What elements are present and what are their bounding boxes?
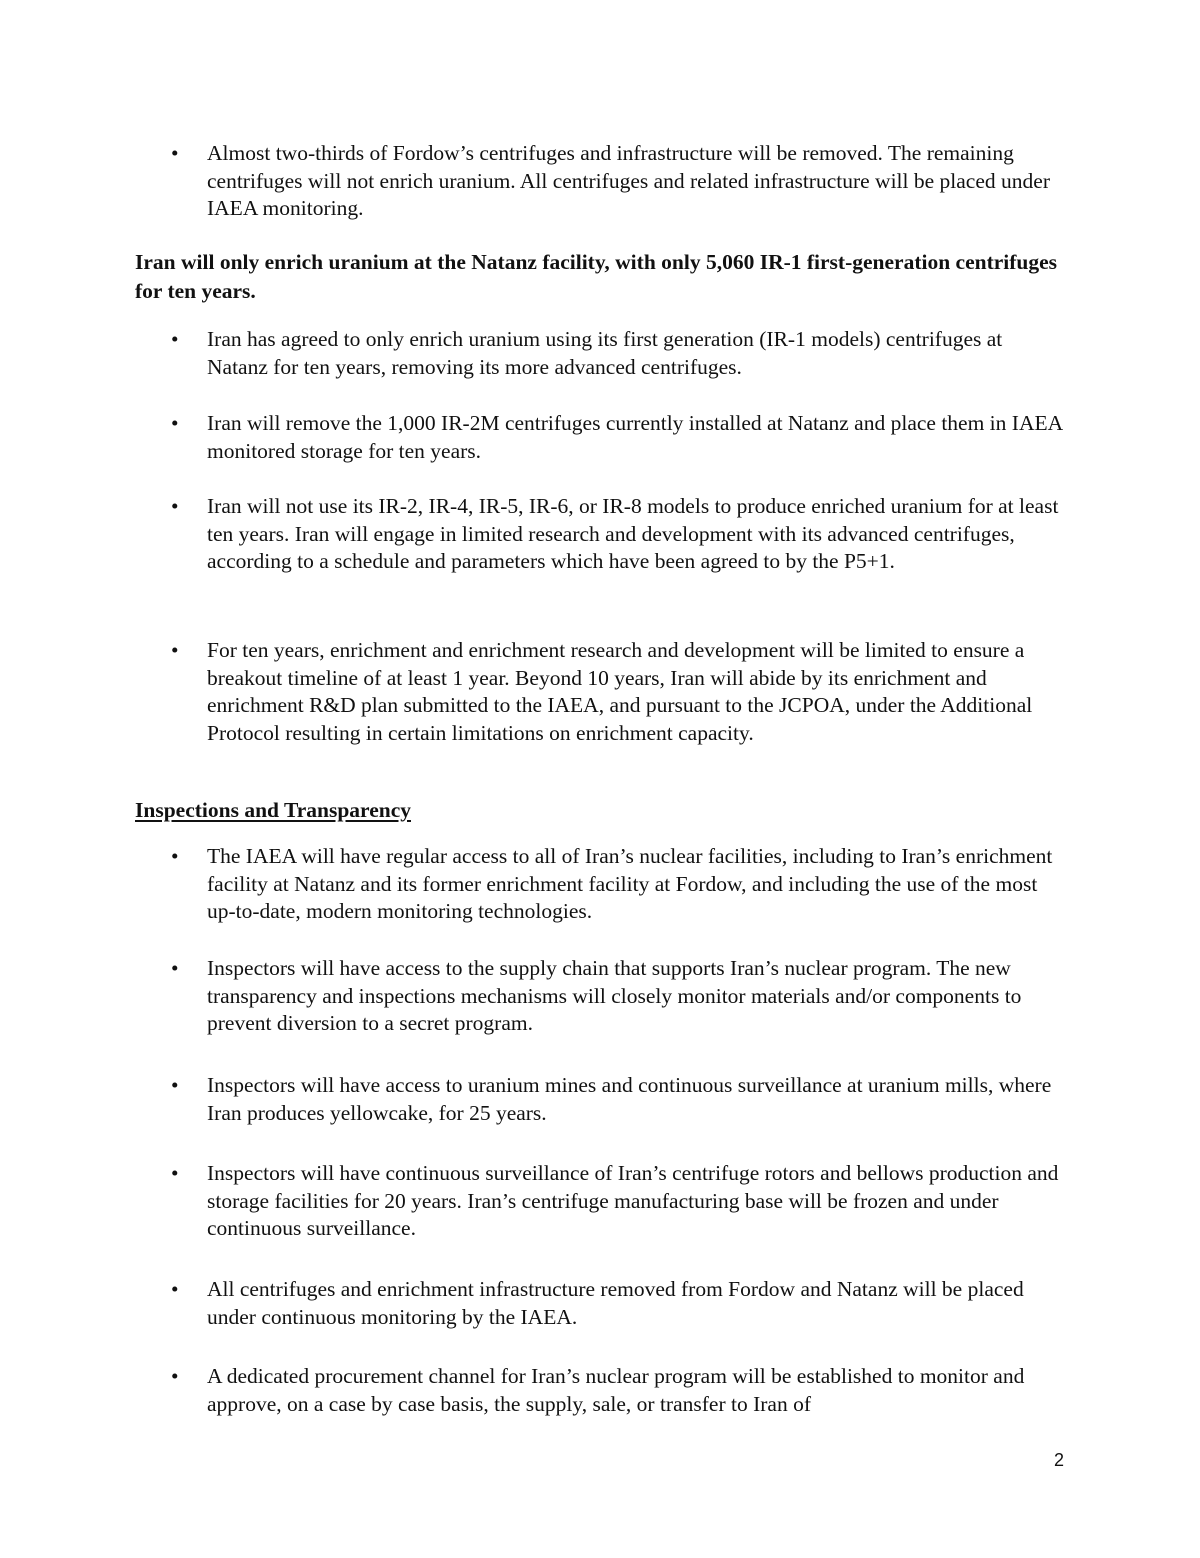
bullet-text: Inspectors will have access to uranium mines and continuous surveillance at uranium mills, where Iran produces yellowcake, for 25 years. <box>207 1073 1052 1125</box>
inspections-heading: Inspections and Transparency <box>135 798 411 822</box>
natanz-heading: Iran will only enrich uranium at the Natanz facility, with only 5,060 IR-1 first-generation centrifuges for ten years. <box>135 250 1058 303</box>
bullet-icon: • <box>171 638 179 662</box>
bullet-text: A dedicated procurement channel for Iran’s nuclear program will be established to monitor and approve, on a case by case basis, the supply, sale, or transfer to Iran of <box>207 1364 1025 1416</box>
bullet-icon: • <box>171 411 179 435</box>
bullet-icon: • <box>171 1277 179 1301</box>
bullet-icon: • <box>171 327 179 351</box>
bullet-icon: • <box>171 1364 179 1388</box>
bullet-icon: • <box>171 1073 179 1097</box>
bullet-text: Inspectors will have continuous surveillance of Iran’s centrifuge rotors and bellows production and storage facilities for 20 years. Iran’s centrifuge manufacturing base will be frozen and under continuous surveillance. <box>207 1161 1059 1240</box>
bullet-text: Almost two-thirds of Fordow’s centrifuges and infrastructure will be removed. The remaining centrifuges will not enrich uranium. All centrifuges and related infrastructure will be placed under IAEA monitoring. <box>207 141 1050 220</box>
bullet-text: The IAEA will have regular access to all of Iran’s nuclear facilities, including to Iran’s enrichment facility at Natanz and its former enrichment facility at Fordow, and including the use of the most up-to-date, modern monitoring technologies. <box>207 844 1053 923</box>
bullet-icon: • <box>171 494 179 518</box>
bullet-icon: • <box>171 844 179 868</box>
bullet-text: All centrifuges and enrichment infrastructure removed from Fordow and Natanz will be placed under continuous monitoring by the IAEA. <box>207 1277 1024 1329</box>
bullet-icon: • <box>171 1161 179 1185</box>
bullet-text: For ten years, enrichment and enrichment research and development will be limited to ensure a breakout timeline of at least 1 year. Beyond 10 years, Iran will abide by its enrichment and enrichment R&D plan submitted to the IAEA, and pursuant to the JCPOA, under the Additional Protocol resulting in certain limitations on enrichment capacity. <box>207 638 1033 745</box>
bullet-text: Iran will not use its IR-2, IR-4, IR-5, IR-6, or IR-8 models to produce enriched uranium for at least ten years. Iran will engage in limited research and development with its advanced centrifuges, according to a schedule and parameters which have been agreed to by the P5+1. <box>207 494 1059 573</box>
bullet-text: Iran will remove the 1,000 IR-2M centrifuges currently installed at Natanz and place them in IAEA monitored storage for ten years. <box>207 411 1062 463</box>
bullet-icon: • <box>171 956 179 980</box>
bullet-text: Inspectors will have access to the supply chain that supports Iran’s nuclear program. The new transparency and inspections mechanisms will closely monitor materials and/or components to prevent diversion to a secret program. <box>207 956 1022 1035</box>
bullet-icon: • <box>171 141 179 165</box>
page-number: 2 <box>1054 1450 1065 1470</box>
bullet-text: Iran has agreed to only enrich uranium using its first generation (IR-1 models) centrifuges at Natanz for ten years, removing its more advanced centrifuges. <box>207 327 1003 379</box>
